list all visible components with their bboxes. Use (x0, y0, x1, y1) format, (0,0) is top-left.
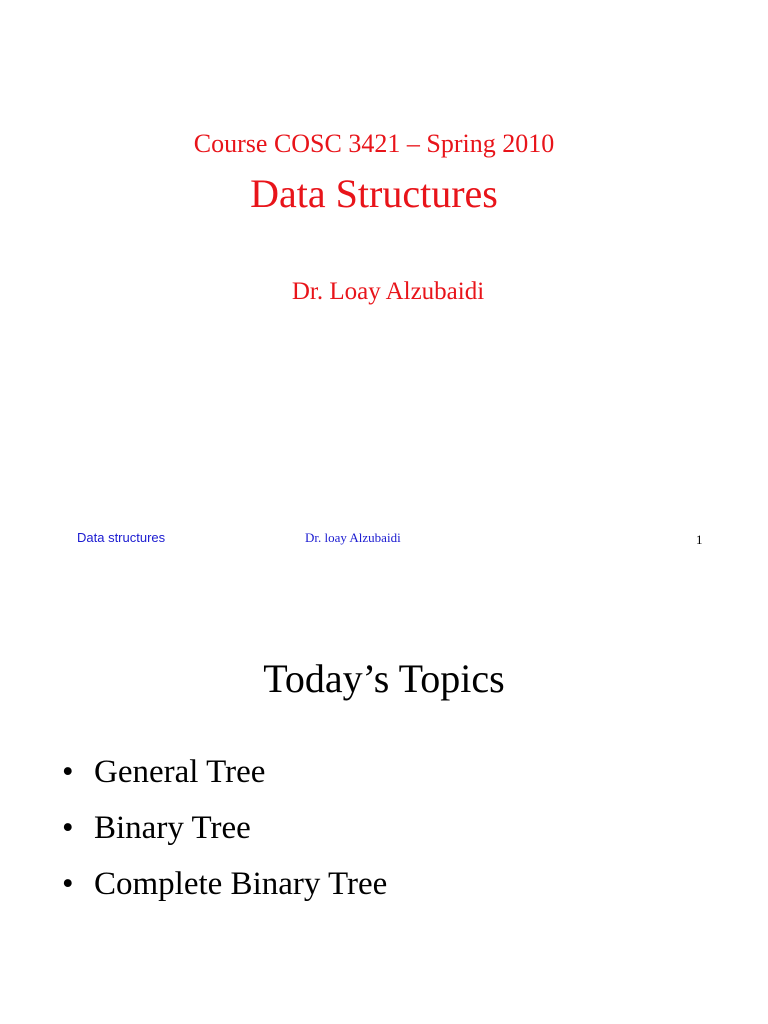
footer-course-name: Data structures (77, 530, 166, 545)
bullet-icon: • (62, 754, 74, 790)
course-line: Course COSC 3421 – Spring 2010 (193, 129, 555, 158)
slide-2 (0, 576, 768, 1024)
page-number: 1 (696, 532, 703, 547)
topic-general-tree: General Tree (94, 754, 266, 790)
course-title: Data Structures (250, 171, 498, 216)
author-name: Dr. Loay Alzubaidi (291, 278, 485, 305)
list-item (62, 748, 387, 804)
list-item (62, 804, 387, 860)
list-item (62, 860, 387, 916)
footer-author: Dr. loay Alzubaidi (305, 530, 401, 545)
topic-binary-tree: Binary Tree (94, 810, 251, 846)
bullet-icon: • (62, 810, 74, 846)
topic-complete-binary-tree: Complete Binary Tree (94, 866, 388, 902)
topics-title: Today’s Topics (263, 656, 505, 701)
topics-list (62, 748, 387, 916)
bullet-icon: • (62, 866, 74, 902)
